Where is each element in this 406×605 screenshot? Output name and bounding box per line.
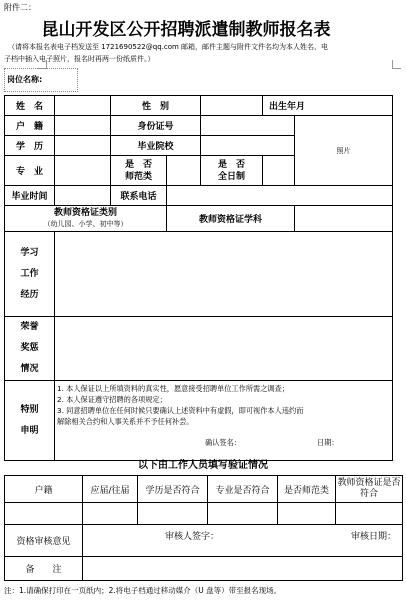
phone-label: 联系电话	[111, 186, 167, 206]
edu-cell[interactable]	[55, 136, 111, 156]
study-label-3: 经历	[20, 289, 39, 300]
honor-cell[interactable]	[55, 317, 393, 381]
verify-title: 以下由工作人员填写验证情况	[138, 460, 268, 471]
photo-label: 照片	[336, 146, 351, 155]
attachment-label: 附件二：	[4, 3, 36, 12]
verify-cell-graduate[interactable]	[83, 503, 138, 525]
gradtime-label: 毕业时间	[5, 186, 55, 206]
hukou-cell[interactable]	[55, 116, 111, 136]
declare-line-2: 2. 本人保证遵守招聘的各项规定；	[57, 395, 167, 404]
id-label: 身份证号	[111, 116, 201, 136]
declare-cell	[55, 381, 393, 461]
major-label: 专 业	[5, 156, 55, 186]
birth-label: 出生年月	[263, 96, 393, 116]
gender-label: 性 别	[111, 96, 201, 116]
name-cell[interactable]	[55, 96, 111, 116]
footer-note: 注：1.请确保打印在一页纸内；2.将电子档通过移动媒介（U 盘等）带至报名现场。	[4, 586, 282, 595]
cert-subject-label: 教师资格证学科	[167, 206, 295, 232]
verify-header-major: 专业是否符合	[208, 476, 278, 503]
honor-label-1: 荣誉	[20, 322, 39, 332]
verify-cell-cert[interactable]	[336, 503, 403, 525]
verify-cell-major[interactable]	[208, 503, 278, 525]
cert-type-sub: （幼儿园、小学、初中等）	[43, 219, 128, 228]
declare-label	[5, 381, 55, 461]
major-cell[interactable]	[55, 156, 111, 186]
gender-cell[interactable]	[201, 96, 263, 116]
review-date-label: 审核日期：	[350, 532, 396, 542]
verify-table	[4, 475, 403, 581]
verify-header-edu: 学历是否符合	[138, 476, 208, 503]
verify-cell-hukou[interactable]	[5, 503, 83, 525]
reviewer-sign-label: 审核人签字：	[165, 532, 220, 542]
declare-line-1: 1. 本人保证以上所填资料的真实性，愿意接受招聘单位工作所需之调查；	[57, 384, 289, 393]
declare-line-3: 3. 同意招聘单位在任何时候只要确认上述资料中有虚假，即可视作本人违约而	[57, 406, 304, 415]
photo-box[interactable]	[295, 116, 393, 186]
school-cell[interactable]	[201, 136, 295, 156]
normal-label: 是 否 师范类	[111, 156, 167, 186]
verify-header-cert: 教师资格证是否符合	[336, 476, 403, 503]
hukou-label: 户 籍	[5, 116, 55, 136]
declare-label-2: 申明	[20, 425, 39, 436]
study-label	[5, 232, 55, 317]
honor-label	[5, 317, 55, 381]
declare-line-4: 解除相关合约和人事关系并不予任何补尝。	[57, 417, 194, 426]
phone-cell[interactable]	[167, 186, 393, 206]
declare-date-label: 日期：	[317, 438, 339, 447]
declare-label-1: 特别	[20, 404, 39, 415]
cert-type-title: 教师资格证类别	[53, 207, 117, 218]
cert-type-label	[5, 206, 167, 232]
note-line-1: （请将本报名表电子档发送至 1721690522@qq.com 邮箱，邮件主题与附件文件名均为本人姓名，电	[8, 43, 329, 51]
gradtime-cell[interactable]	[55, 186, 111, 206]
normal-cell[interactable]	[167, 156, 201, 186]
school-label: 毕业院校	[111, 136, 201, 156]
corner-mark	[392, 60, 401, 69]
remark-label: 备 注	[5, 557, 83, 581]
study-cell[interactable]	[55, 232, 393, 317]
verify-cell-edu[interactable]	[138, 503, 208, 525]
position-label: 岗位名称:	[7, 75, 43, 84]
verify-header-normal: 是否师范类	[278, 476, 336, 503]
edu-label: 学 历	[5, 136, 55, 156]
verify-cell-normal[interactable]	[278, 503, 336, 525]
honor-label-3: 情况	[20, 364, 39, 374]
note-line-2: 子档中插入电子照片，报名时再两一份纸质件。）	[4, 55, 155, 63]
registration-form	[4, 95, 393, 461]
opinion-label: 资格审核意见	[5, 525, 83, 557]
confirm-sign-label: 确认签名：	[205, 438, 241, 447]
opinion-cell[interactable]	[83, 525, 403, 557]
remark-cell[interactable]	[83, 557, 403, 581]
study-label-2: 工作	[20, 268, 39, 279]
cert-subject-cell[interactable]	[295, 206, 393, 232]
name-label: 姓 名	[5, 96, 55, 116]
study-label-1: 学习	[20, 247, 39, 258]
fulltime-cell[interactable]	[263, 156, 295, 186]
position-field[interactable]	[4, 68, 78, 92]
honor-label-2: 奖惩	[20, 343, 39, 353]
id-cell[interactable]	[201, 116, 295, 136]
fulltime-label: 是 否 全日制	[201, 156, 263, 186]
verify-header-hukou: 户籍	[5, 476, 83, 503]
page-title: 昆山开发区公开招聘派遣制教师报名表	[41, 20, 331, 40]
verify-header-graduate: 应届/往届	[83, 476, 138, 503]
